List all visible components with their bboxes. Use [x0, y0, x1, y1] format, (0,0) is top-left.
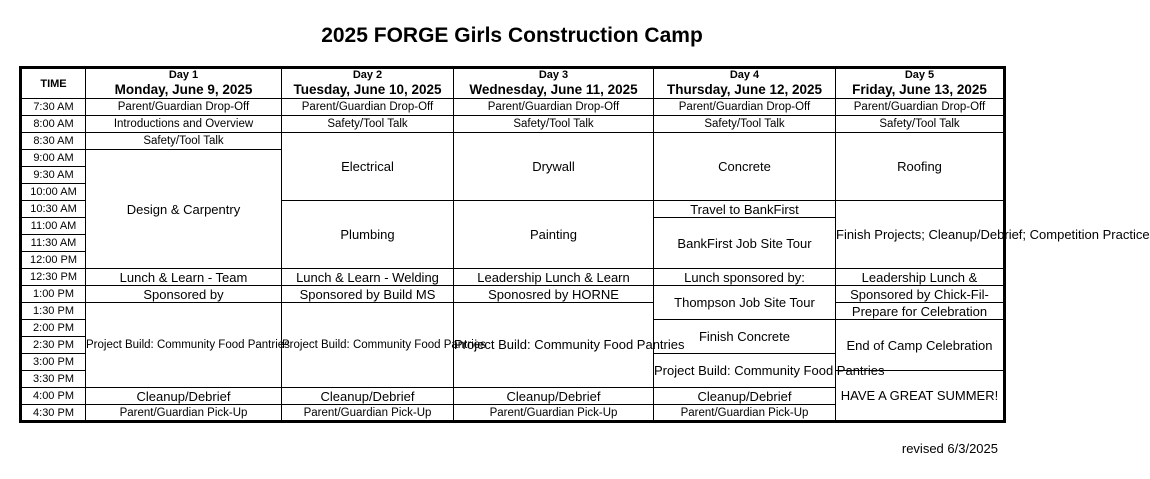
header-row [21, 68, 1005, 99]
day-5-header [836, 68, 1005, 99]
d5-dropoff: Parent/Guardian Drop-Off [836, 99, 1005, 116]
d5-finish-projects: Finish Projects; Cleanup/Debrief; Competition Practice [836, 201, 1005, 269]
row-1300 [21, 286, 1005, 303]
d3-pickup: Parent/Guardian Pick-Up [454, 405, 654, 422]
d4-dropoff: Parent/Guardian Drop-Off [654, 99, 836, 116]
d3-safety: Safety/Tool Talk [454, 116, 654, 133]
d2-plumbing: Plumbing [282, 201, 454, 269]
d4-travel: Travel to BankFirst [654, 201, 836, 218]
day-date: Tuesday, June 10, 2025 [293, 82, 442, 97]
d3-painting: Painting [454, 201, 654, 269]
day-4-header [654, 68, 836, 99]
time-cell: 8:30 AM [21, 133, 86, 150]
d4-lunch: Lunch sponsored by: [654, 269, 836, 286]
day-1-header [86, 68, 282, 99]
time-cell: 11:30 AM [21, 235, 86, 252]
time-cell: 2:00 PM [21, 320, 86, 337]
d3-lunch: Leadership Lunch & Learn [454, 269, 654, 286]
d2-safety: Safety/Tool Talk [282, 116, 454, 133]
time-cell: 7:30 AM [21, 99, 86, 116]
d4-project-build: Project Build: Community Food Pantries [654, 354, 836, 388]
time-cell: 3:30 PM [21, 371, 86, 388]
d2-cleanup: Cleanup/Debrief [282, 388, 454, 405]
time-cell: 11:00 AM [21, 218, 86, 235]
time-cell: 1:30 PM [21, 303, 86, 320]
revised-date: revised 6/3/2025 [901, 441, 998, 456]
d2-sponsor: Sponsored by Build MS [282, 286, 454, 303]
d3-cleanup: Cleanup/Debrief [454, 388, 654, 405]
day-3-header [454, 68, 654, 99]
d1-sponsor: Sponsored by [86, 286, 282, 303]
time-cell: 4:00 PM [21, 388, 86, 405]
d2-electrical: Electrical [282, 133, 454, 201]
row-0800 [21, 116, 1005, 133]
d5-safety: Safety/Tool Talk [836, 116, 1005, 133]
row-0730 [21, 99, 1005, 116]
time-header: TIME [21, 68, 86, 99]
time-cell: 1:00 PM [21, 286, 86, 303]
d2-project-build: Project Build: Community Food Pantries [282, 303, 454, 388]
time-cell: 12:00 PM [21, 252, 86, 269]
page-title: 2025 FORGE Girls Construction Camp [321, 24, 703, 47]
d3-drywall: Drywall [454, 133, 654, 201]
d4-thompson-tour: Thompson Job Site Tour [654, 286, 836, 320]
day-date: Monday, June 9, 2025 [114, 82, 253, 97]
d4-concrete: Concrete [654, 133, 836, 201]
day-2-header [282, 68, 454, 99]
d4-pickup: Parent/Guardian Pick-Up [654, 405, 836, 422]
d5-sponsor: Sponsored by Chick-Fil- [836, 286, 1005, 303]
day-label: Day 4 [729, 69, 760, 81]
time-cell: 4:30 PM [21, 405, 86, 422]
d5-celebration: End of Camp Celebration [836, 320, 1005, 371]
time-cell: 2:30 PM [21, 337, 86, 354]
d1-project-build: Project Build: Community Food Pantries [86, 303, 282, 388]
d2-lunch: Lunch & Learn - Welding [282, 269, 454, 286]
d3-sponsor: Sponosred by HORNE [454, 286, 654, 303]
time-cell: 12:30 PM [21, 269, 86, 286]
d2-dropoff: Parent/Guardian Drop-Off [282, 99, 454, 116]
d1-intro: Introductions and Overview [86, 116, 282, 133]
day-date: Thursday, June 12, 2025 [666, 82, 823, 97]
row-1330 [21, 303, 1005, 320]
time-cell: 9:30 AM [21, 167, 86, 184]
d4-bankfirst-tour: BankFirst Job Site Tour [654, 218, 836, 269]
d5-summer: HAVE A GREAT SUMMER! [836, 371, 1005, 422]
row-1230 [21, 269, 1005, 286]
time-cell: 9:00 AM [21, 150, 86, 167]
d4-finish-concrete: Finish Concrete [654, 320, 836, 354]
time-cell: 3:00 PM [21, 354, 86, 371]
day-label: Day 3 [538, 69, 569, 81]
time-cell: 10:30 AM [21, 201, 86, 218]
d1-design-carpentry: Design & Carpentry [86, 150, 282, 269]
d2-pickup: Parent/Guardian Pick-Up [282, 405, 454, 422]
d5-lunch: Leadership Lunch & [836, 269, 1005, 286]
row-0830 [21, 133, 1005, 150]
d1-pickup: Parent/Guardian Pick-Up [86, 405, 282, 422]
day-label: Day 1 [168, 69, 199, 81]
d5-prepare: Prepare for Celebration [836, 303, 1005, 320]
d3-dropoff: Parent/Guardian Drop-Off [454, 99, 654, 116]
day-date: Friday, June 13, 2025 [852, 82, 987, 97]
time-cell: 10:00 AM [21, 184, 86, 201]
d5-roofing: Roofing [836, 133, 1005, 201]
day-label: Day 5 [904, 69, 935, 81]
d3-project-build: Project Build: Community Food Pantries [454, 303, 654, 388]
d1-dropoff: Parent/Guardian Drop-Off [86, 99, 282, 116]
d1-cleanup: Cleanup/Debrief [86, 388, 282, 405]
d4-cleanup: Cleanup/Debrief [654, 388, 836, 405]
time-cell: 8:00 AM [21, 116, 86, 133]
schedule-table [19, 66, 1150, 423]
day-date: Wednesday, June 11, 2025 [469, 82, 638, 97]
d1-safety: Safety/Tool Talk [86, 133, 282, 150]
d4-safety: Safety/Tool Talk [654, 116, 836, 133]
d1-lunch: Lunch & Learn - Team [86, 269, 282, 286]
day-label: Day 2 [352, 69, 383, 81]
